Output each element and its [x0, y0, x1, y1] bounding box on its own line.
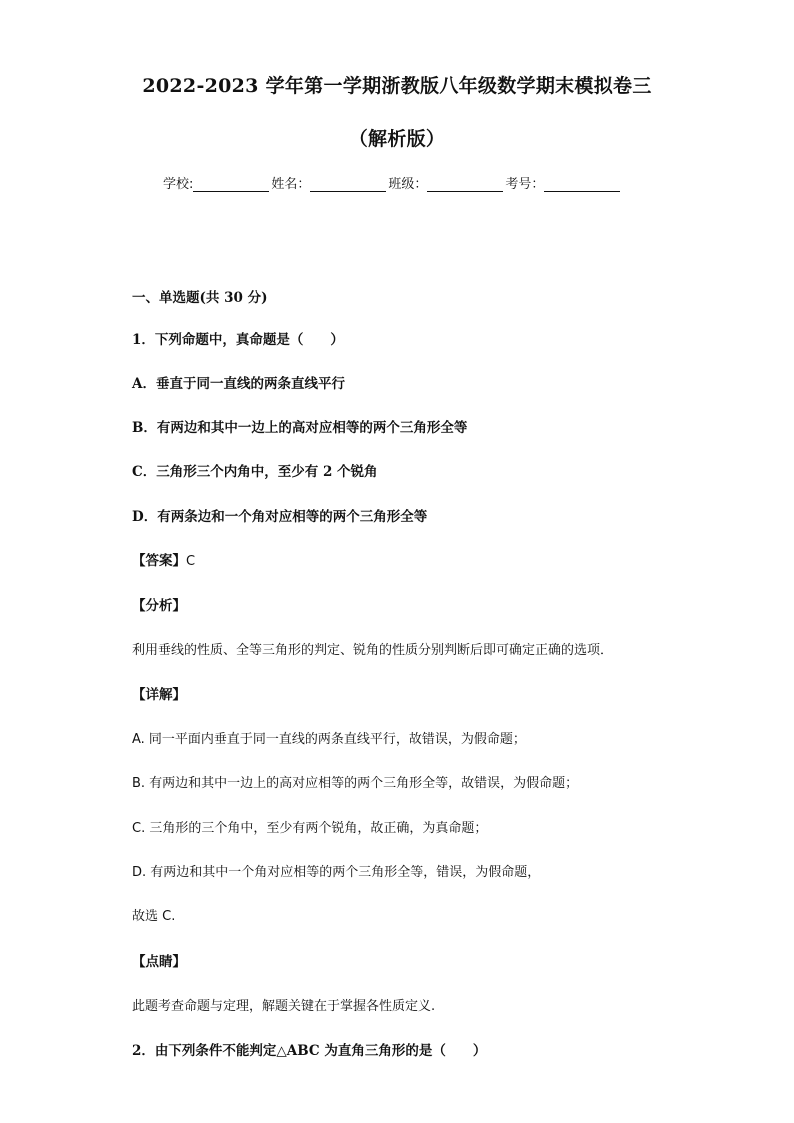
- detail-d: D. 有两边和其中一个角对应相等的两个三角形全等，错误，为假命题，: [132, 865, 541, 880]
- detail-b: B. 有两边和其中一边上的高对应相等的两个三角形全等，故错误，为假命题；: [132, 776, 579, 791]
- detail-c: C. 三角形的三个角中，至少有两个锐角，故正确，为真命题；: [132, 821, 488, 836]
- name-label: 姓名：: [271, 177, 311, 192]
- question-1-option-d: D．有两条边和一个角对应相等的两个三角形全等: [132, 509, 428, 525]
- question-1-stem: 1．下列命题中，真命题是（ ）: [132, 332, 344, 348]
- school-blank: [193, 191, 269, 192]
- comment-text: 此题考查命题与定理，解题关键在于掌握各性质定义.: [132, 999, 436, 1014]
- detail-a: A. 同一平面内垂直于同一直线的两条直线平行，故错误，为假命题；: [132, 732, 526, 747]
- number-blank: [544, 191, 620, 192]
- analysis-text: 利用垂线的性质、全等三角形的判定、锐角的性质分别判断后即可确定正确的选项．: [132, 643, 614, 658]
- page-title: 2022-2023 学年第一学期浙教版八年级数学期末模拟卷三: [142, 75, 652, 97]
- number-label: 考号：: [505, 177, 545, 192]
- name-blank: [310, 191, 386, 192]
- comment-tag: 【点睛】: [132, 954, 186, 970]
- question-1-option-a: A．垂直于同一直线的两条直线平行: [132, 376, 345, 392]
- page-subtitle: （解析版）: [348, 128, 446, 150]
- answer-tag: 【答案】: [132, 553, 186, 569]
- question-1-option-c: C．三角形三个内角中，至少有 2 个锐角: [132, 464, 378, 480]
- class-label: 班级：: [388, 177, 428, 192]
- question-1-option-b: B．有两边和其中一边上的高对应相等的两个三角形全等: [132, 420, 468, 436]
- school-label: 学校:: [163, 177, 194, 192]
- question-2-stem: 2．由下列条件不能判定△ABC 为直角三角形的是（ ）: [132, 1043, 487, 1059]
- answer-line: [132, 549, 195, 569]
- answer-value: C: [186, 554, 196, 569]
- student-info-row: [163, 173, 622, 192]
- class-blank: [427, 191, 503, 192]
- choose-line: 故选 C.: [132, 909, 176, 924]
- analysis-tag: 【分析】: [132, 598, 186, 614]
- section-heading: 一、单选题(共 30 分): [132, 290, 268, 306]
- detail-tag: 【详解】: [132, 687, 186, 703]
